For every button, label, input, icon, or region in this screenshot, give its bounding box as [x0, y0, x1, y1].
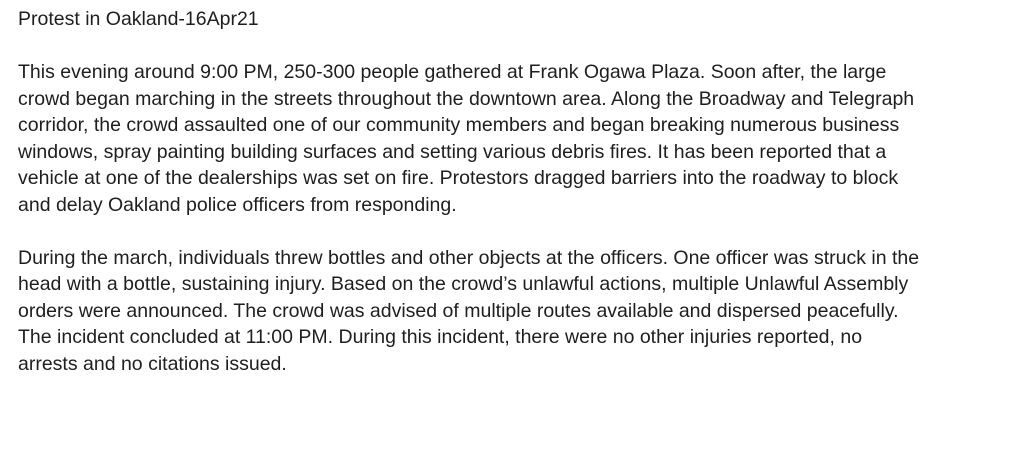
paragraph-line: This evening around 9:00 PM, 250-300 people gathered at Frank Ogawa Plaza. Soon after, the large: [18, 61, 887, 83]
paragraph-line: arrests and no citations issued.: [18, 352, 287, 375]
paragraph-line: vehicle at one of the dealerships was set on fire. Protestors dragged barriers into the roadway to block: [18, 167, 899, 189]
paragraph-march-details: [18, 245, 1006, 378]
paragraph-line: windows, spray painting building surfaces and setting various debris fires. It has been reported that a: [18, 140, 887, 163]
paragraph-line: and delay Oakland police officers from responding.: [18, 193, 457, 216]
paragraph-line: crowd began marching in the streets throughout the downtown area. Along the Broadway and Telegraph: [18, 87, 915, 110]
paragraph-line: During the march, individuals threw bottles and other objects at the officers. One officer was struck in the: [18, 246, 920, 269]
document-title: Protest in Oakland-16Apr21: [18, 8, 259, 30]
paragraph-line: head with a bottle, sustaining injury. Based on the crowd’s unlawful actions, multiple Unlawful Assembly: [18, 273, 909, 295]
paragraph-line: orders were announced. The crowd was advised of multiple routes available and dispersed peacefully.: [18, 299, 899, 322]
paragraph-line: The incident concluded at 11:00 PM. During this incident, there were no other injuries reported, no: [18, 326, 863, 348]
paragraph-incident-summary: [18, 59, 1006, 218]
paragraph-line: corridor, the crowd assaulted one of our community members and began breaking numerous business: [18, 114, 900, 136]
